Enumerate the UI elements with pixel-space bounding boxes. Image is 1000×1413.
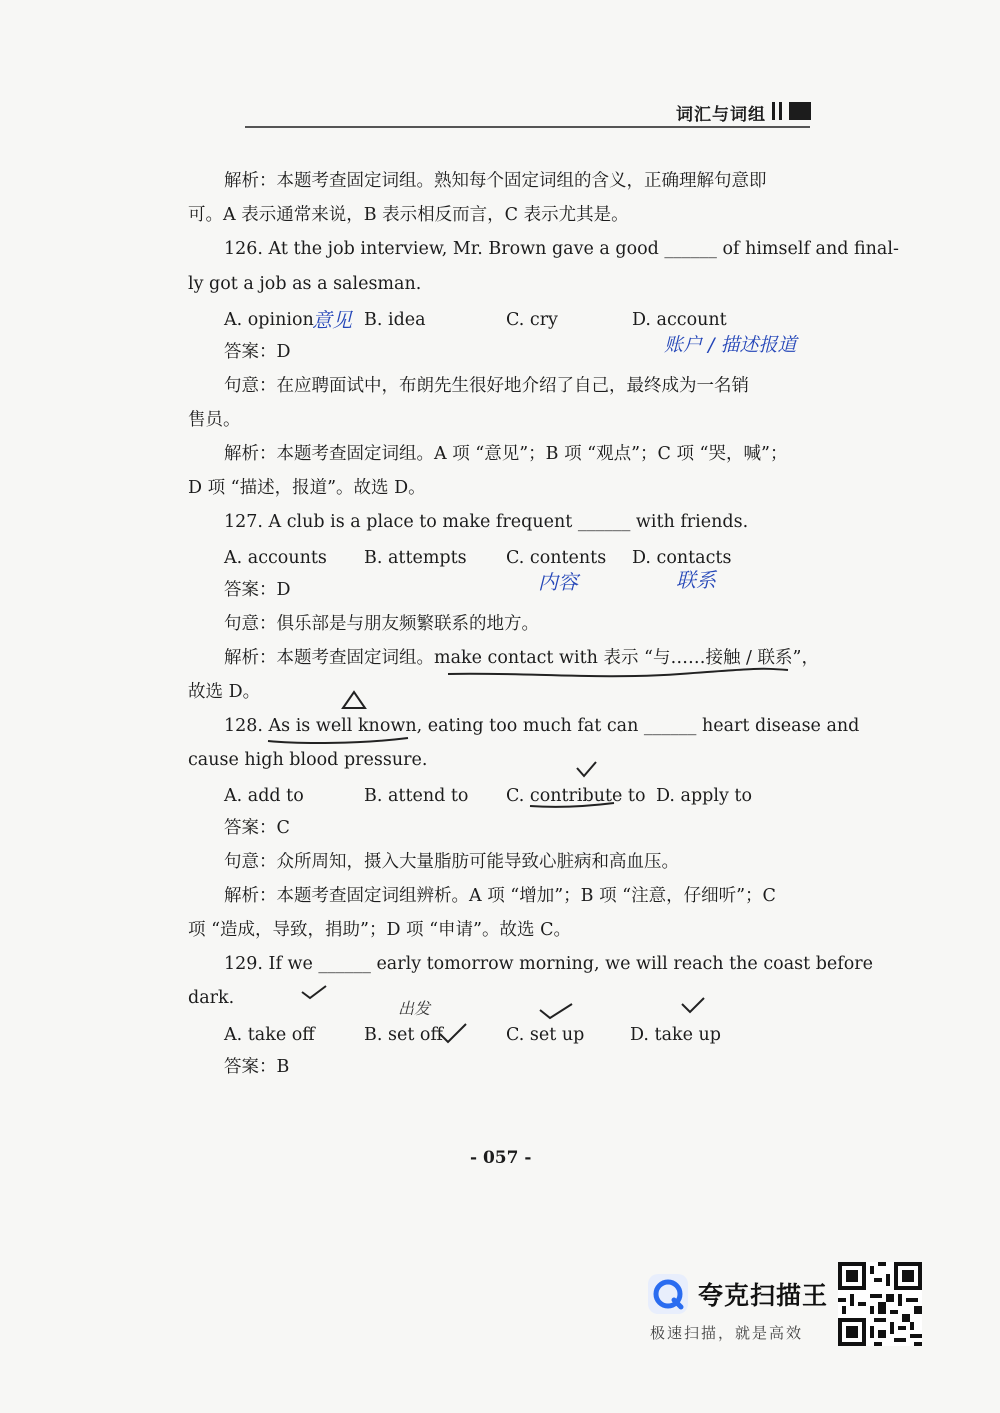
q127-answer: 答案：D xyxy=(224,580,291,600)
q126-stem-line1: 126. At the job interview, Mr. Brown gave a good ______ of himself and final- xyxy=(224,239,899,259)
header-rule xyxy=(245,126,810,128)
q126-meaning-line1: 句意：在应聘面试中，布朗先生很好地介绍了自己，最终成为一名销 xyxy=(224,376,749,396)
q126-option-a: A. opinion xyxy=(224,310,314,330)
qr-code-icon xyxy=(838,1262,922,1346)
q127-meaning-line1: 句意：俱乐部是与朋友频繁联系的地方。 xyxy=(224,614,539,634)
q128-answer: 答案：C xyxy=(224,818,290,838)
q128-stem-line1: 128. As is well known, eating too much fat can ______ heart disease and xyxy=(224,716,860,736)
q128-option-c: C. contribute to xyxy=(506,786,646,806)
q126-analysis-line1: 解析：本题考查固定词组。A 项 “意见”；B 项 “观点”；C 项 “哭，喊”； xyxy=(224,444,788,464)
q129-option-d: D. take up xyxy=(630,1025,721,1045)
q129-option-c: C. set up xyxy=(506,1025,585,1045)
triangle-mark xyxy=(343,692,365,708)
q126-option-b: B. idea xyxy=(364,310,426,330)
tick-q129-c xyxy=(540,1004,572,1018)
tick-q128-c xyxy=(577,762,596,776)
q127-analysis-line1: 解析：本题考查固定词组。make contact with 表示 “与……接触 / 联系”， xyxy=(224,648,819,668)
q129-option-b: B. set off xyxy=(364,1025,443,1045)
tick-q129-b xyxy=(440,1024,466,1042)
q127-option-b: B. attempts xyxy=(364,548,467,568)
q126-option-d: D. account xyxy=(632,310,727,330)
q129-stem-line2: dark. xyxy=(188,988,235,1008)
q128-option-d: D. apply to xyxy=(656,786,752,806)
q126-option-c: C. cry xyxy=(506,310,558,330)
brand-tagline: 极速扫描，就是高效 xyxy=(650,1324,804,1342)
q127-stem-line1: 127. A club is a place to make frequent ______ with friends. xyxy=(224,512,749,532)
handwriting-q127-c: 内容 xyxy=(538,570,578,594)
q128-option-b: B. attend to xyxy=(364,786,469,806)
handwriting-q126-d: 账户 / 描述报道 xyxy=(664,334,797,356)
section-title: 词汇与词组 xyxy=(676,105,766,125)
header-bars xyxy=(772,102,811,120)
q129-answer: 答案：B xyxy=(224,1057,290,1077)
q129-option-a: A. take off xyxy=(224,1025,315,1045)
q129-stem-line1: 129. If we ______ early tomorrow morning, we will reach the coast before xyxy=(224,954,873,974)
tick-q129-a xyxy=(302,986,326,998)
q126-analysis-line2: D 项 “描述，报道”。故选 D。 xyxy=(188,478,426,498)
prev-analysis-line1: 解析：本题考查固定词组。熟知每个固定词组的含义，正确理解句意即 xyxy=(224,171,767,191)
brand-name: 夸克扫描王 xyxy=(698,1281,829,1310)
q128-analysis-line2: 项 “造成，导致，捐助”；D 项 “申请”。故选 C。 xyxy=(188,920,571,940)
scanner-logo-icon xyxy=(648,1274,688,1314)
prev-analysis-line2: 可。A 表示通常来说，B 表示相反而言，C 表示尤其是。 xyxy=(188,205,629,225)
handwriting-q126-a: 意见 xyxy=(312,308,352,332)
q128-stem-line2: cause high blood pressure. xyxy=(188,750,428,770)
q127-option-d: D. contacts xyxy=(632,548,732,568)
q128-analysis-line1: 解析：本题考查固定词组辨析。A 项 “增加”；B 项 “注意，仔细听”；C xyxy=(224,886,776,906)
page-number: - 057 - xyxy=(470,1148,532,1168)
q127-option-c: C. contents xyxy=(506,548,607,568)
handwriting-q127-d: 联系 xyxy=(676,568,716,592)
q128-meaning-line1: 句意：众所周知，摄入大量脂肪可能导致心脏病和高血压。 xyxy=(224,852,679,872)
q126-answer: 答案：D xyxy=(224,342,291,362)
q127-analysis-line2: 故选 D。 xyxy=(188,682,261,702)
q127-option-a: A. accounts xyxy=(224,548,327,568)
q126-meaning-line2: 售员。 xyxy=(188,410,241,430)
tick-q129-d xyxy=(682,998,704,1012)
handwriting-q129-b: 出发 xyxy=(398,999,431,1018)
underline-as-is-well-known xyxy=(268,738,408,743)
q126-stem-line2: ly got a job as a salesman. xyxy=(188,274,422,294)
underline-make-contact xyxy=(448,669,788,676)
q128-option-a: A. add to xyxy=(224,786,304,806)
